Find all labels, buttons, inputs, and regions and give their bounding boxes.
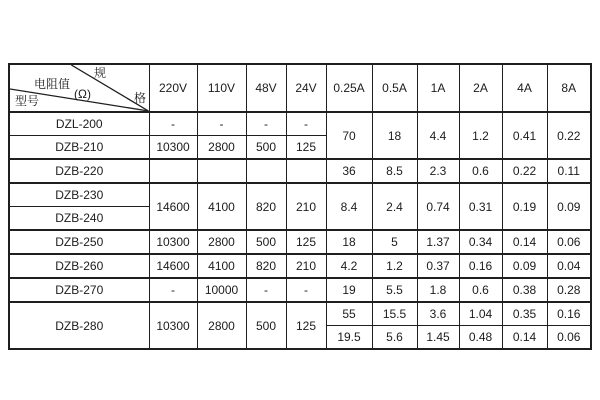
value-cell: 500 (246, 230, 286, 254)
row-dzl-200 (9, 112, 591, 136)
value-cell: 10300 (149, 230, 197, 254)
model-label: 型号 (15, 94, 40, 108)
column-header-220v: 220V (149, 64, 197, 112)
value-cell: 15.5 (372, 302, 417, 326)
column-header-8a: 8A (547, 64, 591, 112)
column-header-1a: 1A (417, 64, 459, 112)
spec-label-char2: 格 (134, 91, 147, 105)
value-cell: 4100 (197, 254, 246, 278)
value-cell: 0.14 (502, 326, 547, 350)
value-cell: 8.4 (326, 183, 372, 230)
value-cell: - (286, 278, 326, 302)
value-cell: 500 (246, 302, 286, 349)
column-header-05a: 0.5A (372, 64, 417, 112)
column-header-4a: 4A (502, 64, 547, 112)
value-cell: - (246, 112, 286, 136)
value-cell: 4.4 (417, 112, 459, 159)
value-cell (286, 159, 326, 183)
value-cell: 0.22 (502, 159, 547, 183)
model-cell: DZB-240 (9, 207, 149, 231)
value-cell: 18 (372, 112, 417, 159)
value-cell: 820 (246, 183, 286, 230)
corner-cell (9, 64, 149, 112)
row-dzb-220 (9, 159, 591, 183)
value-cell: 0.37 (417, 254, 459, 278)
model-cell: DZB-270 (9, 278, 149, 302)
value-cell: - (197, 112, 246, 136)
value-cell: 0.22 (547, 112, 591, 159)
value-cell: 10000 (197, 278, 246, 302)
column-header-2a: 2A (459, 64, 502, 112)
value-cell: 0.16 (459, 254, 502, 278)
value-cell: 70 (326, 112, 372, 159)
model-cell: DZB-230 (9, 183, 149, 207)
value-cell: 125 (286, 302, 326, 349)
value-cell: 0.6 (459, 159, 502, 183)
value-cell (149, 159, 197, 183)
value-cell: 0.09 (547, 183, 591, 230)
value-cell: 18 (326, 230, 372, 254)
resistance-unit: (Ω) (74, 87, 91, 101)
value-cell: - (246, 278, 286, 302)
column-header-110v: 110V (197, 64, 246, 112)
value-cell: 55 (326, 302, 372, 326)
value-cell: 210 (286, 183, 326, 230)
model-cell: DZB-210 (9, 136, 149, 160)
value-cell: 0.31 (459, 183, 502, 230)
value-cell: 125 (286, 136, 326, 160)
value-cell: - (149, 112, 197, 136)
value-cell: 0.48 (459, 326, 502, 350)
value-cell: 10300 (149, 302, 197, 349)
value-cell: 5.5 (372, 278, 417, 302)
resistance-spec-table (8, 63, 592, 350)
value-cell: 2.3 (417, 159, 459, 183)
value-cell: 36 (326, 159, 372, 183)
model-cell: DZL-200 (9, 112, 149, 136)
row-dzb-230 (9, 183, 591, 207)
value-cell: 500 (246, 136, 286, 160)
column-header-025a: 0.25A (326, 64, 372, 112)
model-cell: DZB-220 (9, 159, 149, 183)
row-dzb-270 (9, 278, 591, 302)
model-cell: DZB-260 (9, 254, 149, 278)
value-cell: 4.2 (326, 254, 372, 278)
value-cell: 0.06 (547, 230, 591, 254)
column-header-24v: 24V (286, 64, 326, 112)
value-cell: 0.28 (547, 278, 591, 302)
value-cell: - (149, 278, 197, 302)
value-cell: 0.41 (502, 112, 547, 159)
value-cell: 14600 (149, 183, 197, 230)
row-dzb-260 (9, 254, 591, 278)
value-cell: 0.35 (502, 302, 547, 326)
value-cell: 2800 (197, 230, 246, 254)
value-cell: 1.04 (459, 302, 502, 326)
value-cell: 1.45 (417, 326, 459, 350)
column-header-48v: 48V (246, 64, 286, 112)
header-row (9, 64, 591, 112)
value-cell (197, 159, 246, 183)
value-cell: 14600 (149, 254, 197, 278)
value-cell: 0.38 (502, 278, 547, 302)
value-cell: 19.5 (326, 326, 372, 350)
value-cell: 0.14 (502, 230, 547, 254)
value-cell: 820 (246, 254, 286, 278)
value-cell: 0.74 (417, 183, 459, 230)
spec-label-char1: 规 (94, 66, 107, 80)
value-cell: 1.2 (372, 254, 417, 278)
value-cell: 0.16 (547, 302, 591, 326)
value-cell: 0.34 (459, 230, 502, 254)
value-cell: 0.06 (547, 326, 591, 350)
value-cell: 0.19 (502, 183, 547, 230)
value-cell: 8.5 (372, 159, 417, 183)
value-cell (246, 159, 286, 183)
value-cell: 4100 (197, 183, 246, 230)
row-dzb-280 (9, 302, 591, 326)
value-cell: 5.6 (372, 326, 417, 350)
value-cell: 3.6 (417, 302, 459, 326)
row-dzb-250 (9, 230, 591, 254)
value-cell: - (286, 112, 326, 136)
value-cell: 1.8 (417, 278, 459, 302)
value-cell: 0.6 (459, 278, 502, 302)
value-cell: 2.4 (372, 183, 417, 230)
model-cell: DZB-280 (9, 302, 149, 349)
value-cell: 0.11 (547, 159, 591, 183)
value-cell: 5 (372, 230, 417, 254)
value-cell: 10300 (149, 136, 197, 160)
value-cell: 210 (286, 254, 326, 278)
value-cell: 19 (326, 278, 372, 302)
model-cell: DZB-250 (9, 230, 149, 254)
value-cell: 0.04 (547, 254, 591, 278)
value-cell: 125 (286, 230, 326, 254)
value-cell: 0.09 (502, 254, 547, 278)
value-cell: 2800 (197, 136, 246, 160)
value-cell: 1.37 (417, 230, 459, 254)
value-cell: 2800 (197, 302, 246, 349)
value-cell: 1.2 (459, 112, 502, 159)
resistance-label: 电阻值 (34, 77, 71, 91)
